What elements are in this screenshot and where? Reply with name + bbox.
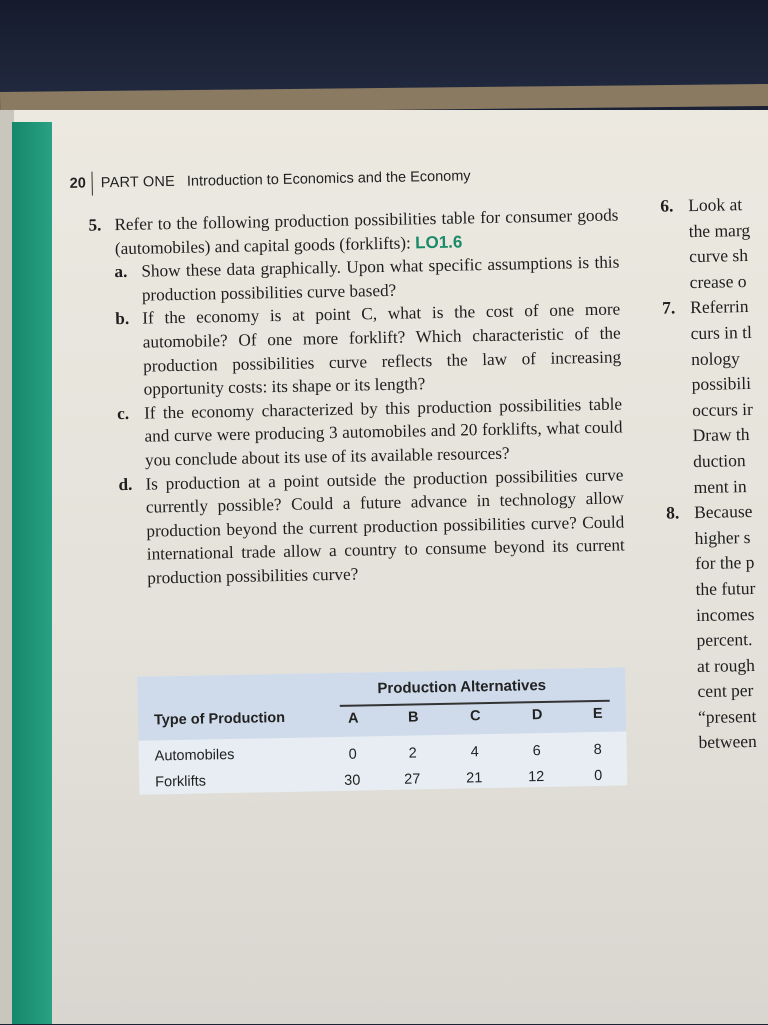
right-line: nology [690, 347, 740, 369]
table-cell: 4 [470, 744, 479, 761]
right-line: curs in tl [690, 321, 753, 344]
right-line: for the p [694, 552, 755, 574]
part-label-d: d. [118, 474, 133, 494]
part-text-d: Is production at a point outside the production possibilities curve currently possible? Could a future advance in technology allow production beyond the current production possibilities curve? Could international trade allow a country to consume beyond its current production possibilities curve? [145, 464, 625, 588]
right-line: 8. Because [665, 501, 753, 523]
table-cell: 12 [528, 769, 545, 786]
right-line: cent per [697, 680, 754, 702]
right-line: Draw th [692, 424, 750, 446]
right-line: ment in [693, 475, 747, 497]
right-line: incomes [695, 603, 755, 625]
table-cell: 2 [408, 745, 417, 762]
right-line: the futur [695, 577, 756, 599]
row-label-automobiles: Automobiles [154, 746, 235, 765]
column-header-a: A [347, 710, 359, 727]
part-label-c: c. [116, 403, 130, 423]
table-cell: 30 [344, 772, 361, 789]
page-number: 20 [69, 175, 86, 192]
right-line: between [698, 731, 758, 753]
table-cell: 6 [532, 743, 541, 760]
column-header-b: B [407, 709, 419, 726]
right-line: possibili [691, 373, 752, 395]
right-line: duction [692, 450, 746, 472]
right-line: higher s [694, 526, 751, 548]
right-line: at rough [696, 654, 756, 676]
column-header-e: E [592, 705, 603, 723]
right-line: the marg [688, 219, 751, 241]
part-text-b: If the economy is at point C, what is the cost of one more automobile? Of one more forklift? Which characteristic of the production possibilities curve reflects the law of increasing opportunity costs: its shape or its length? [142, 299, 622, 399]
row-label-forklifts: Forklifts [155, 773, 207, 791]
running-header [69, 164, 470, 196]
header-divider [92, 172, 93, 196]
table-cell: 0 [594, 767, 603, 785]
table-cell: 0 [348, 746, 357, 763]
question-5 [88, 203, 625, 591]
part-text-a: Show these data graphically. Upon what specific assumptions is this production possibilities curve based? [141, 252, 620, 305]
part-label: PART ONE [100, 173, 176, 192]
right-line: “present [697, 705, 757, 727]
learning-objective-tag: LO1.6 [414, 232, 463, 252]
table-cell: 21 [466, 770, 483, 787]
part-title: Introduction to Economics and the Economy [186, 168, 471, 190]
table-cell: 8 [593, 741, 602, 759]
right-line: 7. Referrin [661, 296, 749, 319]
question-part-d [119, 463, 625, 591]
table-cell: 27 [404, 771, 421, 788]
question-part-c [118, 392, 623, 472]
right-column-questions [660, 191, 768, 756]
part-label-b: b. [115, 309, 130, 329]
column-header-d: D [531, 707, 543, 724]
table-group-header: Production Alternatives [377, 676, 547, 698]
part-text-c: If the economy characterized by this production possibilities table and curve were producing 3 automobiles and 20 forklifts, what could you conclude about its use of its available resources? [143, 394, 623, 470]
question-intro-text: Refer to the following production possibilities table for consumer goods (automobiles) and capital goods (forklifts): [114, 205, 619, 258]
question-number: 5. [88, 215, 102, 235]
question-part-b [116, 298, 622, 402]
row-header: Type of Production [153, 709, 286, 729]
part-label-a: a. [114, 262, 128, 282]
right-line: curve sh [689, 245, 749, 267]
right-line: occurs ir [691, 398, 754, 420]
production-possibilities-table [137, 667, 627, 794]
right-line: 6. Look at [660, 194, 743, 216]
right-line: crease o [689, 270, 747, 292]
column-header-c: C [469, 708, 481, 725]
right-line: percent. [696, 629, 753, 651]
